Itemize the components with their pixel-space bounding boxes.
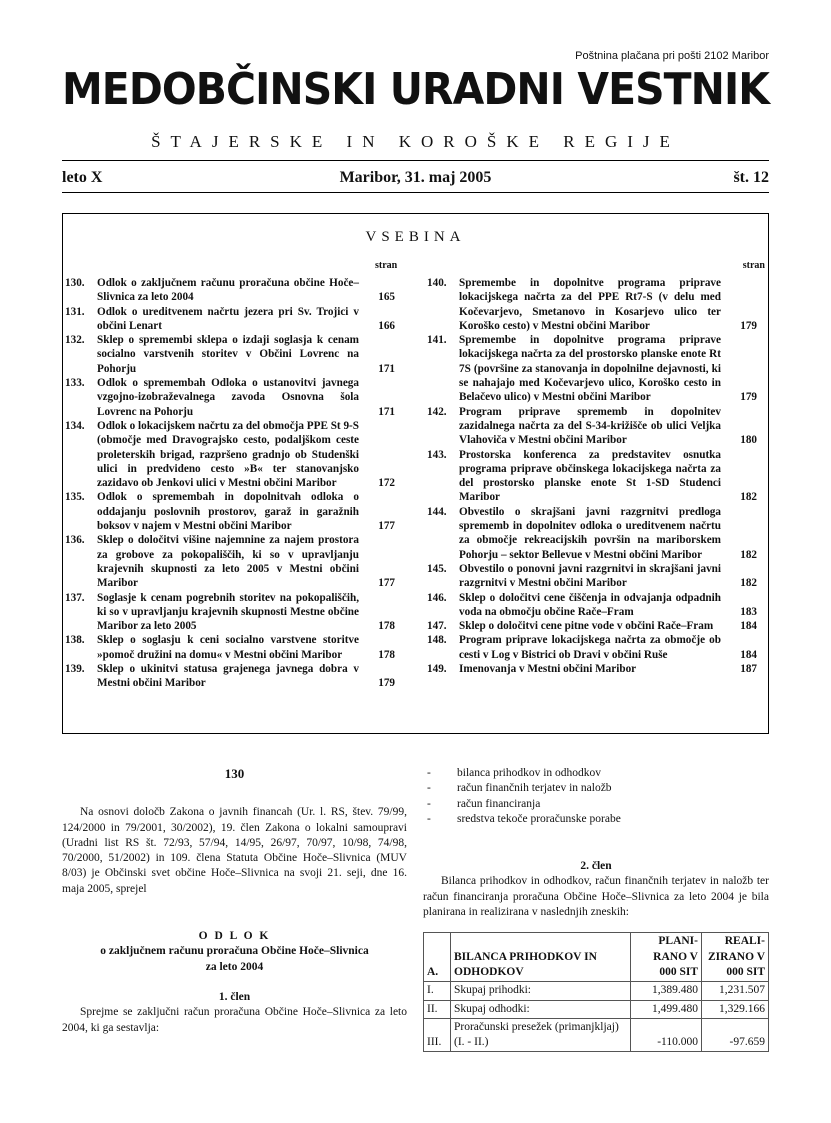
- table-row: [424, 1000, 769, 1018]
- toc-entry-title: Obvestilo o ponovni javni razgrnitvi in skrajšani javni razgrnitvi v Mestni občini Maribor: [459, 562, 721, 590]
- toc-entry-number: 140.: [427, 277, 447, 289]
- toc-entry: [427, 633, 757, 662]
- row-description: Skupaj odhodki:: [451, 1000, 631, 1018]
- toc-entry: [427, 505, 757, 562]
- toc-entry: [427, 405, 757, 448]
- toc-entry-page: 172: [378, 477, 395, 490]
- toc-entry-page: 187: [740, 663, 757, 676]
- act-intro: Na osnovi določb Zakona o javnih financah (Ur. l. RS, štev. 79/99, 124/2000 in 79/2001, 30/2002), 19. člen Zakona o lokalni samoupravi (Uradni list RS št. 72/93, 57/94, 14/95, 26/97, 70/97, 10/98, 74/98, 70/2000, 51/2002) in 109. člena Statuta Občine Hoče–Slivnica (MUV 8/03) je Občinski svet občine Hoče–Slivnica na svoji 21. seji, dne 16. maja 2005, sprejel: [62, 806, 407, 895]
- toc-entry-number: 133.: [65, 377, 85, 390]
- toc-entry: [427, 662, 757, 676]
- toc-entry-title: Sklep o določitvi cene pitne vode v občini Rače–Fram: [459, 620, 714, 633]
- toc-entry-page: 166: [378, 319, 395, 332]
- toc-entry-number: 135.: [65, 491, 85, 504]
- toc-entry: [427, 591, 757, 620]
- clen-1-title: 1. člen: [218, 990, 251, 1003]
- toc-entry-number: 131.: [65, 305, 85, 318]
- toc-entry-number: 136.: [65, 534, 85, 547]
- table-of-contents: [62, 213, 769, 734]
- toc-entry-title: Sklep o ukinitvi statusa grajenega javnega dobra v Mestni občini Maribor: [97, 663, 359, 690]
- toc-entry-number: 134.: [65, 419, 85, 432]
- toc-entry-page: 179: [740, 391, 757, 404]
- toc-right-column: [427, 276, 757, 676]
- toc-entry-page: 180: [740, 434, 757, 447]
- toc-entry-page: 171: [378, 362, 395, 375]
- row-realized: -97.659: [702, 1018, 769, 1052]
- header-rule-bottom: [62, 192, 769, 193]
- toc-entry-page: 171: [378, 405, 395, 418]
- toc-entry: [65, 376, 395, 419]
- row-planned: -110.000: [631, 1018, 702, 1052]
- toc-entry-title: Sklep o soglasju k ceni socialno varstvene storitve »pomoč družini na domu« v Mestni občini Maribor: [97, 634, 359, 661]
- left-body-column: [62, 766, 407, 1036]
- toc-entry: [427, 333, 757, 404]
- row-planned: 1,389.480: [631, 982, 702, 1000]
- row-realized: 1,329.166: [702, 1000, 769, 1018]
- masthead-title: MEDOBČINSKI URADNI VESTNIK: [62, 64, 770, 115]
- toc-entry-title: Odlok o spremembah in dopolnitvah odloka o oddajanju poslovnih prostorov, garaž in garažnih boksov v najem v Mestni občini Maribor: [97, 491, 359, 533]
- account-list: [423, 766, 769, 827]
- row-number: I.: [424, 982, 451, 1000]
- toc-entry-page: 179: [740, 319, 757, 332]
- table-row: [424, 1018, 769, 1052]
- toc-entry-title: Program priprave lokacijskega načrta za območje ob cesti v Log v Bistrici ob Dravi v občini Ruše: [459, 634, 721, 661]
- toc-entry-title: Odlok o ureditvenem načrtu jezera pri Sv. Trojici v občini Lenart: [97, 305, 359, 332]
- toc-entry-number: 132.: [65, 334, 85, 347]
- toc-entry: [427, 562, 757, 591]
- toc-entry-number: 142.: [427, 405, 447, 418]
- right-body-column: [423, 766, 769, 1052]
- odlok-title: O D L O K: [198, 930, 271, 943]
- toc-entry-title: Spremembe in dopolnitve programa priprave lokacijskega načrta za del PPE Rt7-S (v delu med Kočevarjevo, Smetanovo in Kosarjevo ulico ter Koroško cesto) v Mestni občini Maribor: [459, 277, 721, 332]
- toc-entry: [65, 633, 395, 662]
- toc-entry-title: Imenovanja v Mestni občini Maribor: [459, 663, 637, 676]
- clen-2-text: Bilanca prihodkov in odhodkov, račun finančnih terjatev in naložb ter račun financiranja proračuna Občine Hoče–Slivnica za leto 2004 je bila planirana in realizirana v naslednjih zneskih:: [423, 875, 769, 919]
- act-number: 130: [224, 766, 245, 781]
- toc-entry-number: 144.: [427, 505, 447, 518]
- row-number: III.: [424, 1018, 451, 1052]
- toc-entry: [65, 591, 395, 634]
- toc-entry: [65, 662, 395, 691]
- clen-1-text: Sprejme se zaključni račun proračuna Občine Hoče–Slivnica za leto 2004, ki ga sestavlja:: [62, 1006, 407, 1034]
- toc-entry: [65, 533, 395, 590]
- toc-entry-number: 137.: [65, 591, 85, 604]
- toc-entry-title: Obvestilo o skrajšani javni razgrnitvi predloga sprememb in dopolnitev odloka o ureditvenem načrtu za območje rekreacijskih površin na mariborskem Pohorju – sektor Bellevue v Mestni občini Maribor: [459, 505, 721, 561]
- odlok-subtitle-1: o zaključnem računu proračuna Občine Hoče–Slivnica: [100, 945, 369, 958]
- toc-entry: [427, 276, 757, 333]
- account-list-item: - račun finančnih terjatev in naložb: [457, 781, 769, 796]
- toc-entry: [427, 619, 757, 633]
- header-realized: REALI-ZIRANO V 000 SIT: [702, 933, 769, 982]
- header-a: A.: [424, 933, 451, 982]
- toc-entry-title: Sklep o določitvi cene čiščenja in odvajanja odpadnih voda na območju občine Rače–Fram: [459, 591, 721, 618]
- toc-entry: [65, 419, 395, 490]
- toc-entry-page: 179: [378, 677, 395, 690]
- account-list-item: - bilanca prihodkov in odhodkov: [457, 766, 769, 781]
- header-planned: PLANI-RANO V 000 SIT: [631, 933, 702, 982]
- toc-entry-page: 165: [378, 291, 395, 304]
- toc-title: VSEBINA: [365, 229, 466, 245]
- toc-entry-number: 145.: [427, 562, 447, 575]
- toc-entry-title: Program priprave sprememb in dopolnitev zazidalnega načrta za del S-34-križišče ob ulici Veljka Vlahoviča v Mestni občini Maribor: [459, 405, 721, 447]
- clen-2-title: 2. člen: [580, 860, 612, 873]
- table-row: [424, 982, 769, 1000]
- toc-entry: [427, 448, 757, 505]
- row-realized: 1,231.507: [702, 982, 769, 1000]
- toc-entry: [65, 490, 395, 533]
- volume-year: leto X: [62, 169, 103, 186]
- toc-entry-title: Prostorska konferenca za predstavitev osnutka programa priprave občinskega lokacijskega načrta za del prostorsko planske enote St 1-SD Studenci Maribor: [459, 448, 721, 504]
- row-description: Skupaj prihodki:: [451, 982, 631, 1000]
- toc-page-label-right: stran: [742, 260, 765, 271]
- toc-entry: [65, 333, 395, 376]
- toc-entry-number: 147.: [427, 620, 447, 633]
- toc-entry: [65, 276, 395, 305]
- toc-entry-page: 178: [378, 648, 395, 661]
- toc-entry-title: Odlok o lokacijskem načrtu za del območja PPE St 9-S (območje med Dravograjsko cesto, podaljškom ceste proleterskih brigad, razpršeno gradnjo ob Studenški ulici in predvideno cesto »B« ter stanovanjsko zazidavo ob Jenkovi ulici v Mestni občini Maribor: [97, 419, 359, 490]
- row-planned: 1,499.480: [631, 1000, 702, 1018]
- toc-entry-number: 130.: [65, 277, 85, 289]
- account-list-item: - sredstva tekoče proračunske porabe: [457, 812, 769, 827]
- account-list-item: - račun financiranja: [457, 797, 769, 812]
- toc-entry-number: 149.: [427, 663, 447, 676]
- toc-entry-title: Sklep o določitvi višine najemnine za najem prostora za grobove za pokopališčih, ki so v upravljanju krajevnih skupnosti za leto 2005 v Mestni občini Maribor: [97, 534, 359, 590]
- toc-entry-page: 182: [740, 577, 757, 590]
- odlok-subtitle-2: za leto 2004: [205, 960, 264, 973]
- toc-entry-number: 143.: [427, 448, 447, 461]
- issue-date: Maribor, 31. maj 2005: [339, 169, 492, 186]
- toc-entry-page: 177: [378, 520, 395, 533]
- toc-entry-title: Spremembe in dopolnitve programa priprave lokacijskega načrta za del prostorsko planske enote Rt 7S (površine za stanovanja in dopolnilne dejavnosti, ki se nahajajo med Kočevarjevo ulico, Koroško cesto in Belačevo ulico) v Mestni občini Maribor: [459, 334, 721, 404]
- toc-entry-number: 138.: [65, 634, 85, 647]
- toc-entry-title: Soglasje k cenam pogrebnih storitev na pokopališčih, ki so v upravljanju krajevnih skupnosti Mestne občine Maribor za leto 2005: [97, 591, 359, 633]
- toc-entry-number: 148.: [427, 634, 447, 647]
- toc-entry-number: 139.: [65, 663, 85, 676]
- issue-number: št. 12: [733, 169, 769, 186]
- toc-entry-number: 146.: [427, 591, 447, 604]
- toc-entry-page: 177: [378, 577, 395, 590]
- header-rule-top: [62, 160, 769, 161]
- toc-entry-page: 178: [378, 620, 395, 633]
- toc-entry-title: Odlok o zaključnem računu proračuna občine Hoče–Slivnica za leto 2004: [97, 277, 359, 304]
- toc-left-column: [65, 276, 395, 691]
- postage-note: Poštnina plačana pri pošti 2102 Maribor: [575, 50, 769, 62]
- masthead-subtitle: ŠTAJERSKE IN KOROŠKE REGIJE: [151, 132, 680, 151]
- toc-entry-number: 141.: [427, 334, 447, 347]
- toc-entry-title: Sklep o spremembi sklepa o izdaji soglasja k cenam socialno varstvenih storitev v Občini Lovrenc na Pohorju: [97, 334, 359, 375]
- toc-entry-page: 182: [740, 548, 757, 561]
- toc-entry-page: 184: [740, 620, 757, 633]
- toc-entry-page: 183: [740, 605, 757, 618]
- header-description: BILANCA PRIHODKOV IN ODHODKOV: [451, 933, 631, 982]
- finance-table-header: [424, 933, 769, 982]
- toc-entry: [65, 305, 395, 334]
- toc-entry-title: Odlok o spremembah Odloka o ustanovitvi javnega vzgojno-izobraževalnega zavoda Osnovna šola Lovrenc na Pohorju: [97, 377, 359, 418]
- toc-page-label-left: stran: [375, 260, 398, 271]
- row-number: II.: [424, 1000, 451, 1018]
- row-description: Proračunski presežek (primanjkljaj) (I. - II.): [451, 1018, 631, 1052]
- toc-entry-page: 182: [740, 491, 757, 504]
- toc-entry-page: 184: [740, 648, 757, 661]
- finance-table: [423, 932, 769, 1052]
